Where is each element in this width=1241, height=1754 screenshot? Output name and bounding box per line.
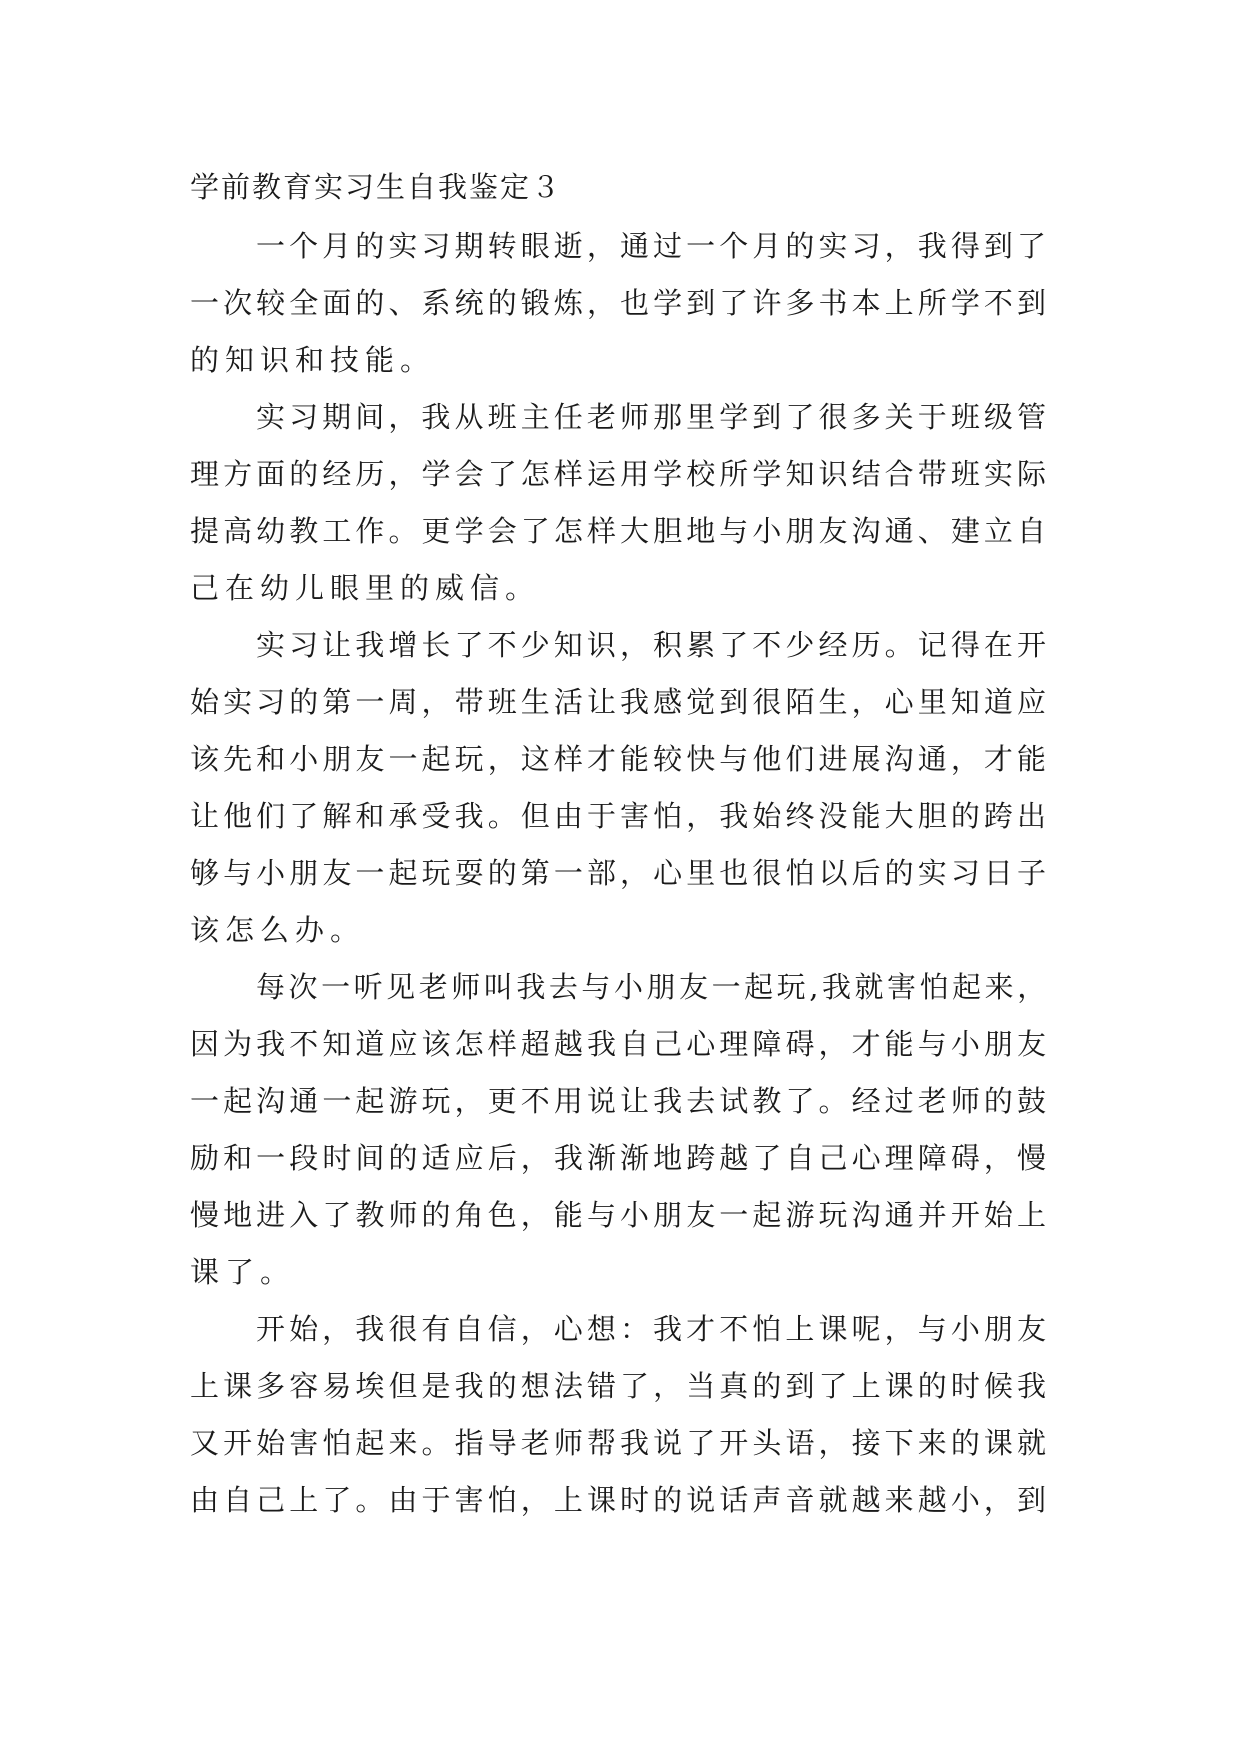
text-line: 一起沟通一起游玩，更不用说让我去试教了。经过老师的鼓 (190, 1084, 1051, 1118)
text-line: 课了。 (190, 1255, 296, 1289)
text-line: 一次较全面的、系统的锻炼，也学到了许多书本上所学不到 (190, 286, 1051, 320)
text-line: 由自己上了。由于害怕，上课时的说话声音就越来越小，到 (190, 1483, 1051, 1517)
text-line: 的知识和技能。 (190, 343, 436, 377)
document-title: 学前教育实习生自我鉴定３ (190, 170, 563, 204)
text-line: 上课多容易埃但是我的想法错了，当真的到了上课的时候我 (190, 1369, 1051, 1403)
text-line: 慢地进入了教师的角色，能与小朋友一起游玩沟通并开始上 (190, 1198, 1051, 1232)
text-line: 理方面的经历，学会了怎样运用学校所学知识结合带班实际 (190, 457, 1051, 491)
text-line: 开始，我很有自信，心想：我才不怕上课呢，与小朋友 (256, 1312, 1051, 1346)
text-line: 该怎么办。 (190, 913, 366, 947)
text-line: 让他们了解和承受我。但由于害怕，我始终没能大胆的跨出 (190, 799, 1051, 833)
text-line: 因为我不知道应该怎样超越我自己心理障碍，才能与小朋友 (190, 1027, 1051, 1061)
text-line: 每次一听见老师叫我去与小朋友一起玩,我就害怕起来， (256, 970, 1050, 1004)
text-line: 一个月的实习期转眼逝，通过一个月的实习，我得到了 (256, 229, 1051, 263)
text-line: 实习期间，我从班主任老师那里学到了很多关于班级管 (256, 400, 1051, 434)
text-line: 够与小朋友一起玩耍的第一部，心里也很怕以后的实习日子 (190, 856, 1051, 890)
text-line: 提高幼教工作。更学会了怎样大胆地与小朋友沟通、建立自 (190, 514, 1051, 548)
text-line: 又开始害怕起来。指导老师帮我说了开头语，接下来的课就 (190, 1426, 1051, 1460)
text-line: 始实习的第一周，带班生活让我感觉到很陌生，心里知道应 (190, 685, 1051, 719)
text-line: 己在幼儿眼里的威信。 (190, 571, 541, 605)
text-line: 该先和小朋友一起玩，这样才能较快与他们进展沟通，才能 (190, 742, 1051, 776)
text-line: 实习让我增长了不少知识，积累了不少经历。记得在开 (256, 628, 1051, 662)
text-line: 励和一段时间的适应后，我渐渐地跨越了自己心理障碍，慢 (190, 1141, 1051, 1175)
